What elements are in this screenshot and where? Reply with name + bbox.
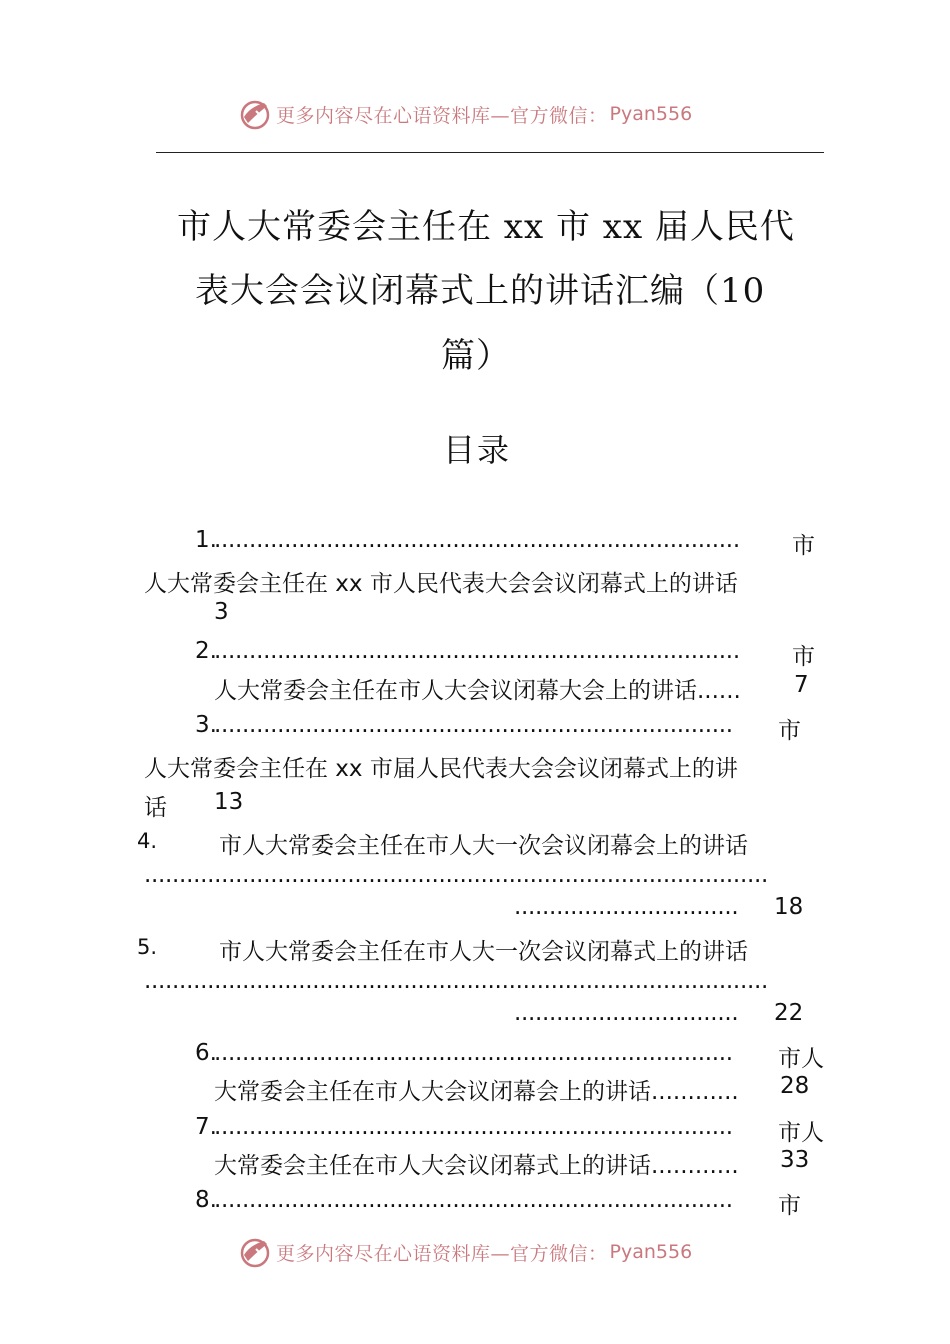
toc-page: 18 <box>774 894 804 920</box>
doc-title-line-1: 市人大常委会主任在 xx 市 xx 届人民代 <box>177 207 795 247</box>
header-banner <box>238 96 692 132</box>
toc-title: 人大常委会主任在市人大会议闭幕大会上的讲话...... <box>214 678 741 704</box>
banner-wechat-label: 官方微信： <box>510 1242 608 1265</box>
toc-page: 13 <box>214 789 244 815</box>
pen-logo-icon <box>238 1235 272 1269</box>
toc-title: 大常委会主任在市人大会议闭幕式上的讲话............ <box>214 1153 739 1179</box>
toc-leader-2: ................................ <box>514 894 739 920</box>
banner-text: 更多内容尽在心语资料库— <box>276 1242 511 1265</box>
toc-page: 33 <box>780 1147 810 1173</box>
toc-title: 人大常委会主任在 xx 市届人民代表大会会议闭幕式上的讲 <box>144 756 738 782</box>
toc-number: 2. <box>195 638 217 664</box>
toc-leader: .......................................................................... <box>214 1187 733 1213</box>
banner-text: 更多内容尽在心语资料库— <box>276 104 511 127</box>
toc-leader: .......................................................................... <box>214 1040 733 1066</box>
toc-title-head: 市 <box>778 1193 801 1219</box>
toc-number: 7. <box>195 1114 217 1140</box>
toc-number: 6. <box>195 1040 217 1066</box>
toc-number: 4. <box>137 829 158 853</box>
toc-leader: ......................................................................................... <box>144 862 768 888</box>
footer-banner <box>238 1234 692 1270</box>
toc-leader: ......................................................................................... <box>144 968 768 994</box>
toc-page: 7 <box>794 672 809 698</box>
toc-number: 1. <box>195 527 217 553</box>
toc-leader: ........................................................................... <box>214 638 740 664</box>
banner-account: Pyan556 <box>609 103 693 125</box>
toc-title-head: 市 <box>778 718 801 744</box>
toc-title-tail: 话 <box>144 795 167 821</box>
toc-number: 3. <box>195 712 217 738</box>
header-rule <box>156 152 824 153</box>
toc-heading: 目录 <box>443 431 512 469</box>
toc-title: 大常委会主任在市人大会议闭幕会上的讲话............ <box>214 1079 739 1105</box>
pen-logo-icon <box>238 97 272 131</box>
toc-title-head: 市 <box>792 533 815 559</box>
toc-title: 市人大常委会主任在市人大一次会议闭幕式上的讲话 <box>219 939 748 965</box>
doc-title-line-3: 篇） <box>441 336 511 376</box>
toc-number: 8. <box>195 1187 217 1213</box>
toc-title-head: 市人 <box>778 1120 824 1146</box>
toc-leader-2: ................................ <box>514 1000 739 1026</box>
toc-number: 5. <box>137 935 158 959</box>
doc-title-line-2: 表大会会议闭幕式上的讲话汇编（10 <box>195 271 766 311</box>
toc-title: 市人大常委会主任在市人大一次会议闭幕会上的讲话 <box>219 833 748 859</box>
toc-page: 22 <box>774 1000 804 1026</box>
toc-title-head: 市人 <box>778 1046 824 1072</box>
toc-leader: ........................................................................... <box>214 527 740 553</box>
banner-account: Pyan556 <box>609 1241 693 1263</box>
toc-page: 3 <box>214 599 229 625</box>
toc-leader: .......................................................................... <box>214 712 733 738</box>
toc-leader: .......................................................................... <box>214 1114 733 1140</box>
toc-title-head: 市 <box>792 644 815 670</box>
banner-wechat-label: 官方微信： <box>510 104 608 127</box>
toc-page: 28 <box>780 1073 810 1099</box>
toc-title: 人大常委会主任在 xx 市人民代表大会会议闭幕式上的讲话 <box>144 571 738 597</box>
